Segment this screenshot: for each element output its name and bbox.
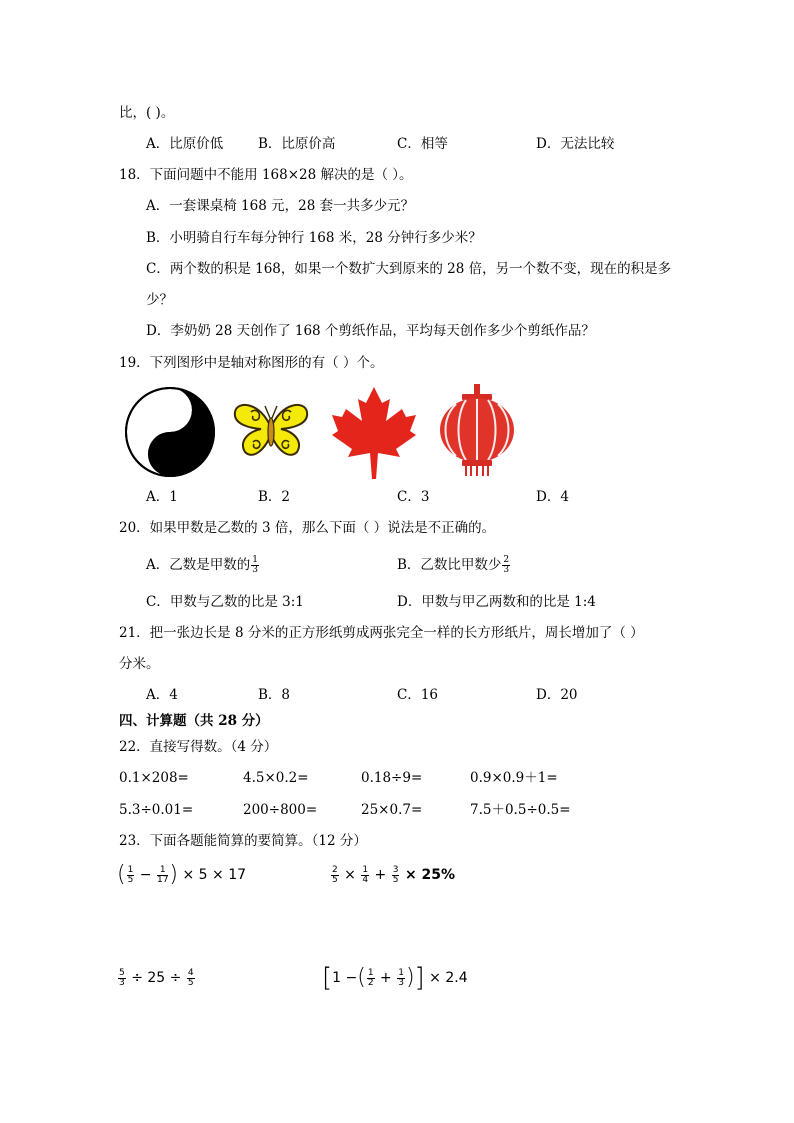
q22-item: 200÷800= [243, 802, 318, 818]
section-title: 四、计算题（共 28 分） [119, 713, 269, 729]
yin-yang-icon [124, 386, 216, 478]
q22-item: 4.5×0.2= [243, 770, 309, 786]
q23-expression-3: $\frac{5}{3}$ ÷ 25 ÷ $\frac{4}{5}$ [119, 967, 194, 988]
q18-option-c-line2: 少？ [146, 292, 173, 308]
q22-item: 0.9×0.9＋1= [470, 770, 558, 786]
q21-option-d: D．20 [536, 687, 578, 703]
q17-option-d: D．无法比较 [536, 136, 615, 152]
q23-expression-1: ( $\frac{1}{5}$ − $\frac{1}{17}$ ) × 5 × 17 [117, 862, 247, 887]
q18-option-b: B．小明骑自行车每分钟行 168 米，28 分钟行多少米？ [146, 230, 482, 246]
q22-item: 0.1×208= [119, 770, 189, 786]
q22-item: 5.3÷0.01= [119, 802, 194, 818]
q19-option-c: C．3 [397, 489, 430, 505]
q18-option-a: A．一套课桌椅 168 元，28 套一共多少元？ [146, 198, 415, 214]
q18-option-c-line1: C．两个数的积是 168，如果一个数扩大到原来的 28 倍，另一个数不变，现在的积是多 [146, 261, 672, 277]
q17-stem-tail: 比，( )。 [119, 105, 175, 121]
q21-stem-line2: 分米。 [119, 656, 160, 672]
lantern-icon [438, 384, 516, 476]
q19-option-d: D．4 [536, 489, 569, 505]
q19-option-a: A．1 [146, 489, 178, 505]
q20-option-c: C．甲数与乙数的比是 3:1 [146, 594, 304, 610]
q22-stem: 22．直接写得数。（4 分） [119, 739, 278, 755]
q20-option-b: B．乙数比甲数少 $\frac{2}{3}$ [397, 555, 510, 575]
q19-option-b: B．2 [258, 489, 291, 505]
q23-expression-2: $\frac{2}{5}$ × $\frac{1}{4}$ + $\frac{3}{5}$ × 25% [332, 864, 456, 885]
q22-item: 0.18÷9= [361, 770, 423, 786]
q17-option-a: A．比原价低 [146, 136, 224, 152]
q20-stem: 20．如果甲数是乙数的 3 倍，那么下面（ ）说法是不正确的。 [119, 520, 496, 536]
q20-option-d: D．甲数与甲乙两数和的比是 1:4 [397, 594, 596, 610]
q20-option-a: A．乙数是甲数的 $\frac{1}{3}$ [146, 555, 258, 575]
q21-option-b: B．8 [258, 687, 291, 703]
q23-stem: 23．下面各题能简算的要简算。（12 分） [119, 833, 367, 849]
q18-option-d: D．李奶奶 28 天创作了 168 个剪纸作品，平均每天创作多少个剪纸作品？ [146, 323, 595, 339]
q22-item: 7.5＋0.5÷0.5= [470, 802, 571, 818]
q22-item: 25×0.7= [361, 802, 423, 818]
butterfly-icon [231, 398, 311, 460]
fraction: $\frac{1}{3}$ [252, 555, 258, 575]
q21-stem-line1: 21．把一张边长是 8 分米的正方形纸剪成两张完全一样的长方形纸片，周长增加了（ ） [119, 625, 644, 641]
q21-option-a: A．4 [146, 687, 178, 703]
q18-stem: 18．下面问题中不能用 168×28 解决的是（ ）。 [119, 167, 413, 183]
q19-stem: 19．下列图形中是轴对称图形的有（ ）个。 [119, 355, 384, 371]
q17-option-c: C．相等 [397, 136, 448, 152]
fraction: $\frac{2}{3}$ [503, 555, 510, 575]
q23-expression-4: [1 −( $\frac{1}{2}$ + $\frac{1}{3}$ )] × 2.4 [322, 963, 468, 993]
maple-leaf-icon [330, 385, 418, 479]
q17-option-b: B．比原价高 [258, 136, 336, 152]
q21-option-c: C．16 [397, 687, 439, 703]
